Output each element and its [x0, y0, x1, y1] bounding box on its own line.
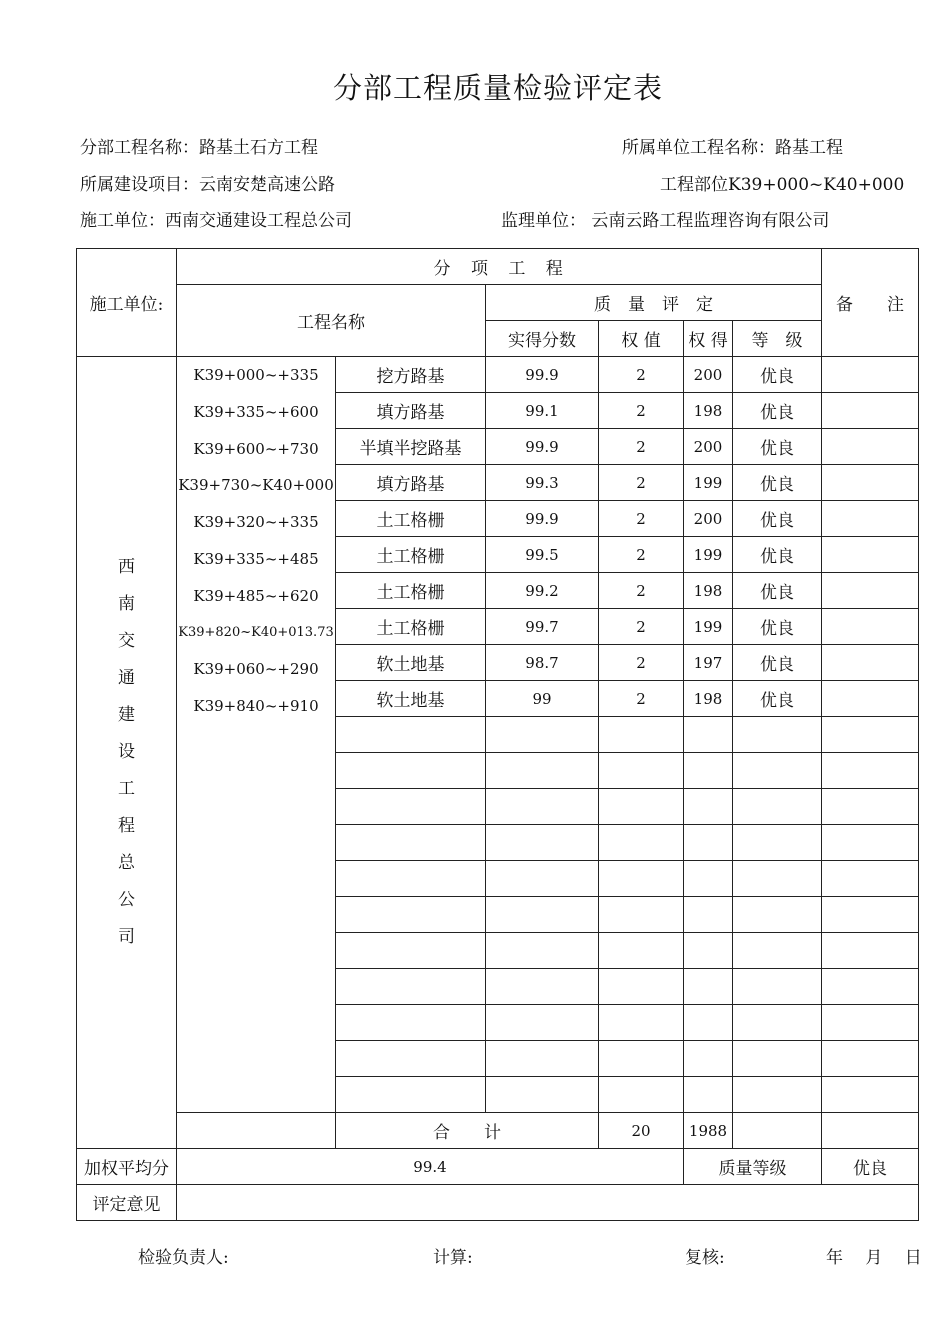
weighted-value: [684, 933, 733, 969]
item-name: 土工格栅: [336, 609, 486, 645]
construction-project-value: 云南安楚高速公路: [199, 175, 335, 195]
weight-value: [599, 897, 684, 933]
contractor-info: [80, 206, 352, 231]
score-value: 99.2: [486, 573, 599, 609]
station-value: K39+060~+290: [193, 660, 319, 679]
supervisor-info: [501, 206, 829, 231]
remarks-value: [822, 357, 919, 393]
score-value: 99.9: [486, 357, 599, 393]
weight-value: 2: [599, 357, 684, 393]
score-value: 99: [486, 681, 599, 717]
date-label: 年 月 日: [826, 1248, 922, 1268]
weighted-value: 198: [684, 393, 733, 429]
opinion-label: 评定意见: [77, 1185, 177, 1221]
remarks-value: [822, 789, 919, 825]
quality-grade-value: 优良: [822, 1149, 919, 1185]
grade-value: [733, 825, 822, 861]
weighted-value: 200: [684, 429, 733, 465]
quality-grade-label: 质量等级: [684, 1149, 822, 1185]
item-name: [336, 897, 486, 933]
score-value: [486, 753, 599, 789]
weighted-value: [684, 897, 733, 933]
grade-value: [733, 933, 822, 969]
opinion-row: [77, 1185, 919, 1221]
item-name: 填方路基: [336, 393, 486, 429]
unit-project-value: 路基工程: [775, 138, 843, 158]
total-blank: [177, 1113, 336, 1149]
grade-value: 优良: [733, 609, 822, 645]
score-value: 99.5: [486, 537, 599, 573]
remarks-value: [822, 537, 919, 573]
location-info: [660, 170, 904, 195]
score-value: 99.3: [486, 465, 599, 501]
weighted-value: [684, 825, 733, 861]
weight-value: [599, 753, 684, 789]
weighted-value: [684, 1041, 733, 1077]
remarks-value: [822, 753, 919, 789]
remarks-header: 备 注: [822, 249, 919, 357]
item-name: [336, 933, 486, 969]
score-value: [486, 1005, 599, 1041]
station-value: K39+485~+620: [193, 586, 319, 605]
score-header: 实得分数: [486, 321, 599, 357]
subproject-info: [80, 133, 318, 158]
grade-value: 优良: [733, 645, 822, 681]
weight-value: 2: [599, 465, 684, 501]
remarks-value: [822, 393, 919, 429]
weight-value: [599, 933, 684, 969]
total-weighted: 1988: [684, 1113, 733, 1149]
grade-value: 优良: [733, 465, 822, 501]
weighted-value: [684, 789, 733, 825]
score-value: 99.9: [486, 501, 599, 537]
weight-value: [599, 825, 684, 861]
weight-value: [599, 789, 684, 825]
station-value: K39+000~+335: [193, 366, 319, 384]
station-value: K39+730~K40+000: [178, 476, 334, 495]
grade-value: [733, 1005, 822, 1041]
contractor-char: 公: [118, 890, 135, 910]
weighted-header: 权 得: [684, 321, 733, 357]
score-value: [486, 897, 599, 933]
item-name: [336, 717, 486, 753]
table-row: [77, 357, 919, 393]
remarks-value: [822, 465, 919, 501]
remarks-value: [822, 1041, 919, 1077]
station-value: K39+600~+730: [193, 439, 319, 458]
items-header: 分 项 工 程: [177, 249, 822, 285]
weight-value: [599, 1041, 684, 1077]
score-value: [486, 933, 599, 969]
item-name: [336, 825, 486, 861]
unit-project-info: [622, 133, 843, 158]
item-name: 土工格栅: [336, 537, 486, 573]
remarks-value: [822, 969, 919, 1005]
grade-value: 优良: [733, 393, 822, 429]
weight-value: 2: [599, 681, 684, 717]
remarks-value: [822, 429, 919, 465]
item-name: 半填半挖路基: [336, 429, 486, 465]
construction-project-info: [80, 170, 335, 195]
weight-header: 权 值: [599, 321, 684, 357]
item-name: 挖方路基: [336, 357, 486, 393]
construction-project-label: 所属建设项目：: [80, 175, 199, 195]
weighted-value: [684, 1077, 733, 1113]
page-title: 分部工程质量检验评定表: [332, 71, 663, 105]
total-weight: 20: [599, 1113, 684, 1149]
supervisor-value: 云南云路工程监理咨询有限公司: [591, 211, 830, 231]
contractor-char: 交: [118, 631, 135, 651]
grade-value: 优良: [733, 573, 822, 609]
grade-value: 优良: [733, 429, 822, 465]
contractor-char: 建: [118, 705, 135, 725]
subproject-label: 分部工程名称：: [80, 138, 199, 158]
inspector-label: 检验负责人:: [138, 1248, 229, 1268]
grade-value: [733, 969, 822, 1005]
calc-label: 计算:: [433, 1248, 473, 1268]
weight-value: 2: [599, 393, 684, 429]
item-name: 填方路基: [336, 465, 486, 501]
contractor-label: 施工单位：: [80, 211, 165, 231]
weighted-value: 198: [684, 681, 733, 717]
weight-value: 2: [599, 645, 684, 681]
weight-value: [599, 1077, 684, 1113]
average-label: 加权平均分: [77, 1149, 177, 1185]
grade-value: 优良: [733, 357, 822, 393]
weighted-value: [684, 1005, 733, 1041]
station-value: K39+335~+600: [193, 402, 319, 421]
weight-value: 2: [599, 501, 684, 537]
weight-value: [599, 969, 684, 1005]
subproject-value: 路基土石方工程: [199, 138, 318, 158]
average-row: [77, 1149, 919, 1185]
item-name: [336, 753, 486, 789]
remarks-value: [822, 573, 919, 609]
weighted-value: [684, 717, 733, 753]
remarks-value: [822, 717, 919, 753]
evaluation-table: [76, 248, 919, 1221]
station-column: [177, 357, 336, 1113]
weight-value: 2: [599, 609, 684, 645]
score-value: [486, 789, 599, 825]
score-value: [486, 969, 599, 1005]
total-grade: [733, 1113, 822, 1149]
contractor-char: 设: [118, 742, 135, 762]
contractor-char: 南: [118, 594, 135, 614]
name-header: 工程名称: [177, 285, 486, 357]
item-name: 土工格栅: [336, 573, 486, 609]
weighted-value: [684, 969, 733, 1005]
grade-value: [733, 861, 822, 897]
score-value: 98.7: [486, 645, 599, 681]
item-name: 软土地基: [336, 681, 486, 717]
review-label: 复核:: [685, 1248, 725, 1268]
average-value: 99.4: [177, 1149, 684, 1185]
weighted-value: 200: [684, 501, 733, 537]
location-value: K39+000~K40+000: [728, 175, 905, 195]
contractor-char: 通: [118, 668, 135, 688]
weighted-value: 199: [684, 537, 733, 573]
opinion-value: [177, 1185, 919, 1221]
supervisor-label: 监理单位：: [501, 211, 586, 231]
grade-header: 等 级: [733, 321, 822, 357]
contractor-char: 司: [118, 927, 135, 947]
grade-value: 优良: [733, 537, 822, 573]
weight-value: [599, 861, 684, 897]
station-value: K39+820~K40+013.73: [178, 624, 334, 640]
grade-value: [733, 753, 822, 789]
station-value: K39+335~+485: [193, 549, 319, 568]
grade-value: [733, 789, 822, 825]
contractor-value: 西南交通建设工程总公司: [165, 211, 352, 231]
score-value: [486, 717, 599, 753]
remarks-value: [822, 897, 919, 933]
quality-header: 质 量 评 定: [486, 285, 822, 321]
contractor-char: 程: [118, 816, 135, 836]
total-remarks: [822, 1113, 919, 1149]
score-value: [486, 861, 599, 897]
remarks-value: [822, 501, 919, 537]
location-label: 工程部位: [660, 175, 728, 195]
remarks-value: [822, 609, 919, 645]
score-value: 99.7: [486, 609, 599, 645]
item-name: [336, 1005, 486, 1041]
score-value: 99.1: [486, 393, 599, 429]
remarks-value: [822, 861, 919, 897]
item-name: 软土地基: [336, 645, 486, 681]
grade-value: [733, 1041, 822, 1077]
score-value: [486, 1041, 599, 1077]
item-name: [336, 1041, 486, 1077]
item-name: [336, 861, 486, 897]
contractor-header-cell: 施工单位:: [77, 249, 177, 357]
remarks-value: [822, 1077, 919, 1113]
grade-value: 优良: [733, 681, 822, 717]
total-row: [77, 1113, 919, 1149]
score-value: 99.9: [486, 429, 599, 465]
remarks-value: [822, 933, 919, 969]
grade-value: [733, 897, 822, 933]
weighted-value: 200: [684, 357, 733, 393]
weight-value: 2: [599, 573, 684, 609]
weighted-value: 199: [684, 609, 733, 645]
grade-value: [733, 717, 822, 753]
weighted-value: 197: [684, 645, 733, 681]
unit-project-label: 所属单位工程名称：: [622, 138, 775, 158]
station-value: K39+840~+910: [193, 697, 319, 716]
score-value: [486, 1077, 599, 1113]
total-label: 合 计: [336, 1113, 599, 1149]
contractor-char: 工: [118, 779, 135, 799]
grade-value: 优良: [733, 501, 822, 537]
contractor-char: 西: [118, 557, 135, 577]
weight-value: 2: [599, 429, 684, 465]
item-name: [336, 789, 486, 825]
station-value: K39+320~+335: [193, 513, 319, 532]
remarks-value: [822, 681, 919, 717]
score-value: [486, 825, 599, 861]
weighted-value: [684, 753, 733, 789]
weight-value: [599, 1005, 684, 1041]
contractor-char: 总: [118, 853, 135, 873]
item-name: [336, 969, 486, 1005]
weighted-value: [684, 861, 733, 897]
remarks-value: [822, 1005, 919, 1041]
item-name: [336, 1077, 486, 1113]
weighted-value: 199: [684, 465, 733, 501]
contractor-vertical-cell: [77, 357, 177, 1149]
weighted-value: 198: [684, 573, 733, 609]
grade-value: [733, 1077, 822, 1113]
remarks-value: [822, 825, 919, 861]
weight-value: 2: [599, 537, 684, 573]
item-name: 土工格栅: [336, 501, 486, 537]
remarks-value: [822, 645, 919, 681]
weight-value: [599, 717, 684, 753]
